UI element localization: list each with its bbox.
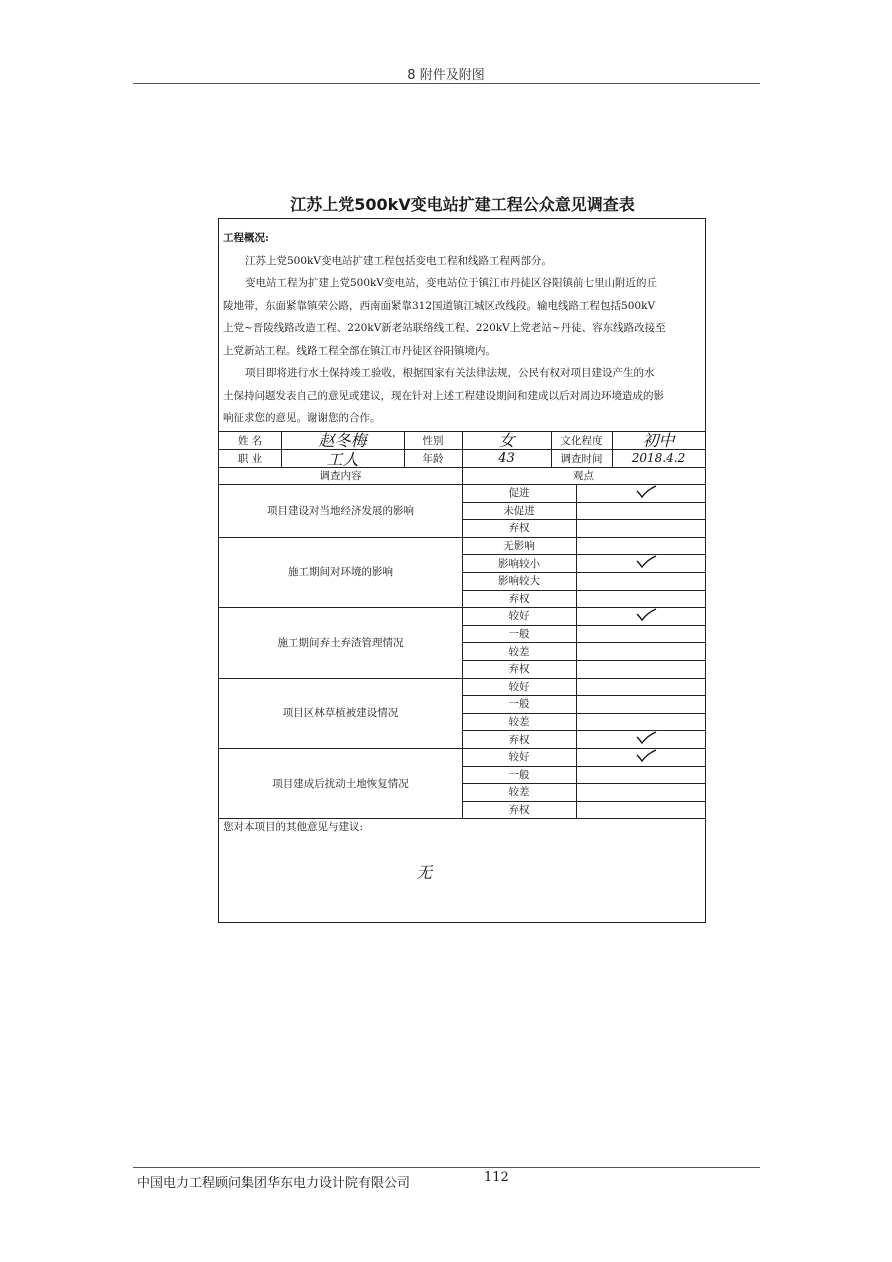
option-label: 较差 [508, 716, 530, 729]
overview-paragraph: 江苏上党500kV变电站扩建工程包括变电工程和线路工程两部分。 [245, 254, 552, 267]
option-label: 一般 [508, 768, 530, 781]
check-mark-icon [635, 608, 657, 622]
option-label: 弃权 [508, 733, 530, 746]
question-text: 项目建成后扰动土地恢复情况 [272, 777, 409, 790]
name-value: 赵冬梅 [318, 430, 367, 450]
overview-paragraph: 上党~晋陵线路改造工程、220kV新老站联络线工程、220kV上党老站~丹徒、容东线路改接至 [223, 322, 666, 334]
check-mark-icon [635, 485, 657, 499]
col-header-content: 调查内容 [319, 470, 362, 482]
survey-date-label: 调查时间 [560, 452, 603, 465]
option-label: 弃权 [508, 522, 530, 535]
question-text: 施工期间对环境的影响 [288, 566, 393, 579]
option-label: 无影响 [503, 540, 535, 553]
col-header-opinion: 观点 [573, 470, 594, 482]
survey-date-value: 2018.4.2 [631, 451, 686, 465]
project-overview [219, 219, 705, 430]
age-label: 年龄 [422, 452, 444, 465]
question-text: 施工期间弃土弃渣管理情况 [277, 636, 404, 649]
header-divider [133, 83, 760, 84]
check-mark-icon [635, 731, 657, 745]
name-label: 姓 名 [237, 434, 263, 447]
overview-paragraph: 响征求您的意见。谢谢您的合作。 [223, 412, 381, 424]
question-text: 项目区林草植被建设情况 [282, 707, 399, 720]
option-label: 弃权 [508, 663, 530, 676]
footer-divider [133, 1167, 760, 1168]
option-label: 较好 [508, 680, 530, 693]
form-title: 江苏上党500kV变电站扩建工程公众意见调查表 [290, 195, 635, 214]
overview-paragraph: 变电站工程为扩建上党500kV变电站，变电站位于镇江市丹徒区谷阳镇前七里山附近的丘 [245, 277, 657, 289]
option-label: 一般 [508, 698, 530, 711]
overview-paragraph: 上党新站工程。线路工程全部在镇江市丹徒区谷阳镇境内。 [223, 344, 496, 357]
job-label: 职 业 [237, 452, 263, 465]
option-label: 促进 [508, 487, 530, 500]
option-label: 较好 [508, 751, 530, 764]
option-label: 未促进 [503, 504, 535, 517]
gender-label: 性别 [422, 434, 444, 447]
page-number: 112 [484, 1170, 509, 1185]
survey-form [218, 218, 706, 923]
education-value: 初中 [642, 430, 675, 450]
option-label: 较差 [508, 645, 530, 658]
overview-paragraph: 陵地带，东面紧靠镇荣公路，西南面紧靠312国道镇江城区改线段。输电线路工程包括500kV [223, 299, 656, 312]
option-label: 一般 [508, 628, 530, 641]
age-value: 43 [498, 450, 515, 466]
question-text: 项目建设对当地经济发展的影响 [267, 504, 414, 517]
option-label: 影响较大 [498, 575, 540, 588]
page-header: 8 附件及附图 [407, 68, 485, 83]
overview-heading: 工程概况: [223, 232, 269, 244]
option-label: 较差 [508, 786, 530, 799]
check-mark-icon [635, 749, 657, 763]
other-suggestions-label: 您对本项目的其他意见与建议: [223, 821, 364, 833]
overview-paragraph: 土保持问题发表自己的意见或建议，现在针对上述工程建设期间和建成以后对周边环境造成的影 [223, 389, 664, 402]
other-suggestions-value: 无 [415, 862, 432, 882]
check-mark-icon [635, 555, 657, 569]
overview-paragraph: 项目即将进行水土保持竣工验收，根据国家有关法律法规，公民有权对项目建设产生的水 [245, 367, 655, 379]
grid-line [576, 484, 577, 818]
grid-line [462, 467, 463, 818]
job-value: 工人 [326, 449, 359, 469]
option-label: 弃权 [508, 592, 530, 605]
gender-value: 女 [498, 430, 515, 450]
option-label: 较好 [508, 610, 530, 623]
option-label: 影响较小 [498, 557, 540, 570]
option-label: 弃权 [508, 804, 530, 817]
education-label: 文化程度 [560, 434, 603, 447]
footer-organization: 中国电力工程顾问集团华东电力设计院有限公司 [137, 1176, 411, 1191]
